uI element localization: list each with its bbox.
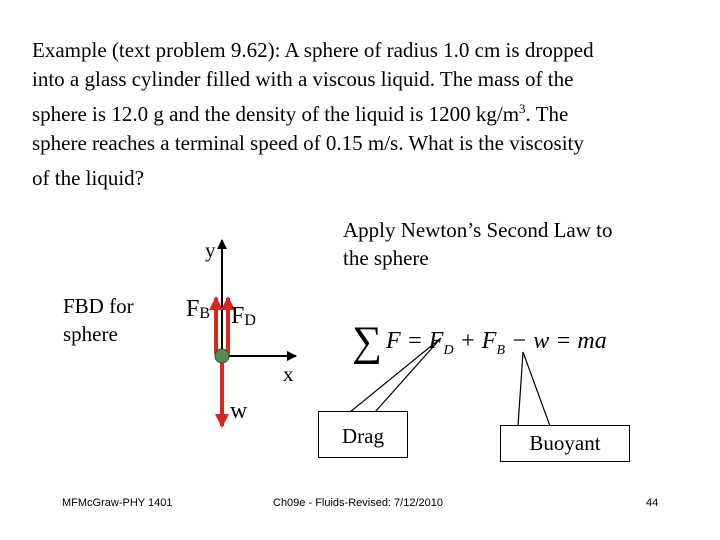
- problem-line-4: sphere reaches a terminal speed of 0.15 m/s. What is the viscosity: [32, 131, 584, 155]
- problem-line-1: Example (text problem 9.62): A sphere of radius 1.0 cm is dropped: [32, 38, 594, 62]
- drag-force-symbol: F: [231, 303, 245, 329]
- footer-page-number: 44: [646, 497, 659, 509]
- weight-label: w: [230, 398, 248, 424]
- fbd-label-line-2: sphere: [63, 322, 118, 346]
- equation-rhs: − w = ma: [505, 328, 607, 354]
- buoyant-callout: Buoyant: [500, 425, 630, 462]
- equation-mid: + F: [453, 328, 497, 354]
- buoyant-force-subscript: B: [199, 305, 211, 322]
- equation-lhs: F = F: [385, 328, 444, 354]
- buoyant-force-symbol: F: [186, 296, 200, 322]
- newton-label-line-1: Apply Newton’s Second Law to: [343, 218, 613, 242]
- footer-chapter: Ch09e - Fluids-Revised: 7/12/2010: [273, 497, 443, 509]
- drag-callout: Drag: [318, 411, 408, 458]
- problem-line-2: into a glass cylinder filled with a viscous liquid. The mass of the: [32, 67, 574, 91]
- problem-line-3-exponent: 3: [519, 101, 526, 116]
- equation-sub-b: B: [496, 343, 506, 358]
- buoyant-force-label: [186, 296, 210, 323]
- sphere: [215, 349, 229, 363]
- newton-equation: [352, 318, 607, 366]
- problem-line-3-text: sphere is 12.0 g and the density of the liquid is 1200 kg/m: [32, 102, 520, 126]
- equation-sub-d: D: [443, 343, 454, 358]
- sigma-symbol: ∑: [352, 319, 382, 365]
- y-axis-label: y: [205, 238, 216, 262]
- newton-label-line-2: the sphere: [343, 246, 429, 270]
- problem-line-5: of the liquid?: [32, 166, 144, 190]
- problem-line-3-tail: . The: [525, 102, 569, 126]
- x-axis-label: x: [283, 362, 294, 386]
- fbd-label-line-1: FBD for: [63, 294, 134, 318]
- drag-force-subscript: D: [244, 312, 256, 329]
- footer-course: MFMcGraw-PHY 1401: [62, 497, 173, 509]
- drag-force-label: [231, 303, 256, 330]
